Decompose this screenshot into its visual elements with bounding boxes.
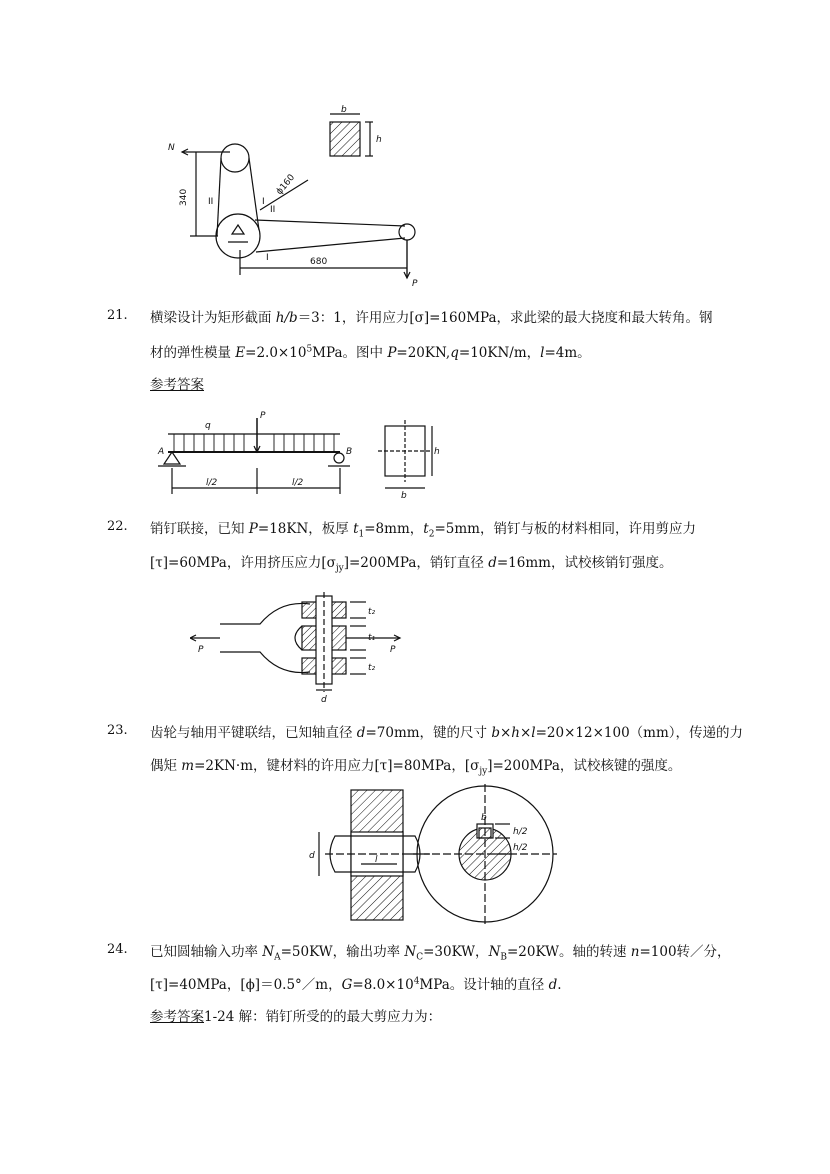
q22-number: 22. — [107, 519, 128, 534]
fig1-b: b — [341, 105, 347, 115]
fig1-II-right: II — [270, 205, 276, 215]
fig3-t1: t₁ — [368, 633, 376, 643]
q24-reference-answer-link[interactable]: 参考答案 — [150, 1009, 204, 1025]
fig4-h2-top: h/2 — [513, 827, 528, 837]
figure-beam — [150, 408, 450, 504]
q21-line1: 横梁设计为矩形截面 h/b＝3：1，许用应力[σ]=160MPa，求此梁的最大挠度和最大转角。钢 — [150, 310, 713, 326]
q22-line1: 销钉联接，已知 P=18KN，板厚 $t_1=8mm$，$t_2=5mm$，销钉与板的材料相同，许用剪应力 — [150, 521, 696, 540]
q23-line1: 齿轮与轴用平键联结，已知轴直径 d=70mm，键的尺寸 b×h×l=20×12×100（mm），传递的力 — [150, 725, 744, 741]
fig1-N: N — [168, 143, 175, 153]
fig1-I-top: I — [262, 197, 265, 207]
fig3-d: d — [321, 695, 327, 705]
fig2-B: B — [346, 447, 353, 457]
fig2-q: q — [205, 421, 211, 431]
fig4-d: d — [309, 851, 315, 861]
fig3-P-left: P — [198, 645, 204, 655]
fig2-A: A — [158, 447, 165, 457]
fig4-l: l — [375, 855, 378, 865]
fig2-b: b — [401, 491, 407, 501]
fig3-t2-bottom: t₂ — [368, 663, 376, 673]
q24-line2: [τ]=40MPa，[ϕ]＝0.5°／m，$G=8.0\times 10^4MPa$。设计轴的直径 d. — [150, 976, 562, 993]
figure-pin-joint — [190, 592, 420, 707]
fig2-l2-left: l/2 — [206, 478, 218, 488]
fig1-h: h — [376, 135, 382, 145]
fig1-P: P — [412, 279, 418, 289]
q21-line2: 材的弹性模量 $E=2.0\times 10^5MPa$。图中 P=20KN,q=10KN/m，l=4m。 — [150, 344, 591, 361]
fig1-340: 340 — [179, 188, 189, 206]
figure-lever — [160, 100, 450, 290]
fig1-II-left: II — [208, 197, 214, 207]
fig4-b: b — [481, 813, 487, 823]
q24-number: 24. — [107, 942, 128, 957]
q21-reference-answer-link[interactable]: 参考答案 — [150, 377, 204, 393]
q22-line2: [τ]=60MPa，许用挤压应力$[\sigma_{jy}]=200MPa$，销钉直径 d=16mm，试校核销钉强度。 — [150, 555, 673, 574]
fig1-phi: ϕ160 — [274, 172, 298, 197]
fig1-680: 680 — [310, 257, 328, 267]
figure-gear-key — [305, 784, 560, 929]
fig4-h2-bottom: h/2 — [513, 843, 528, 853]
fig3-t2-top: t₂ — [368, 607, 376, 617]
fig3-P-right: P — [390, 645, 396, 655]
fig2-h: h — [434, 447, 440, 457]
q24-line1: 已知圆轴输入功率 $N_A=50KW$，输出功率 $N_C=30KW$，$N_B=20KW$。轴的转速 n=100转／分， — [150, 944, 731, 963]
q23-number: 23. — [107, 723, 128, 738]
fig1-I-bottom: I — [266, 253, 269, 263]
fig2-l2-right: l/2 — [292, 478, 304, 488]
q21-number: 21. — [107, 308, 128, 323]
q24-solution-line: 参考答案1-24 解：销钉所受的的最大剪应力为： — [150, 1009, 442, 1025]
q23-line2: 偶矩 m=2KN·m，键材料的许用应力[τ]=80MPa，$[\sigma_{jy}]=200MPa$，试校核键的强度。 — [150, 758, 682, 777]
fig2-P: P — [260, 411, 266, 421]
